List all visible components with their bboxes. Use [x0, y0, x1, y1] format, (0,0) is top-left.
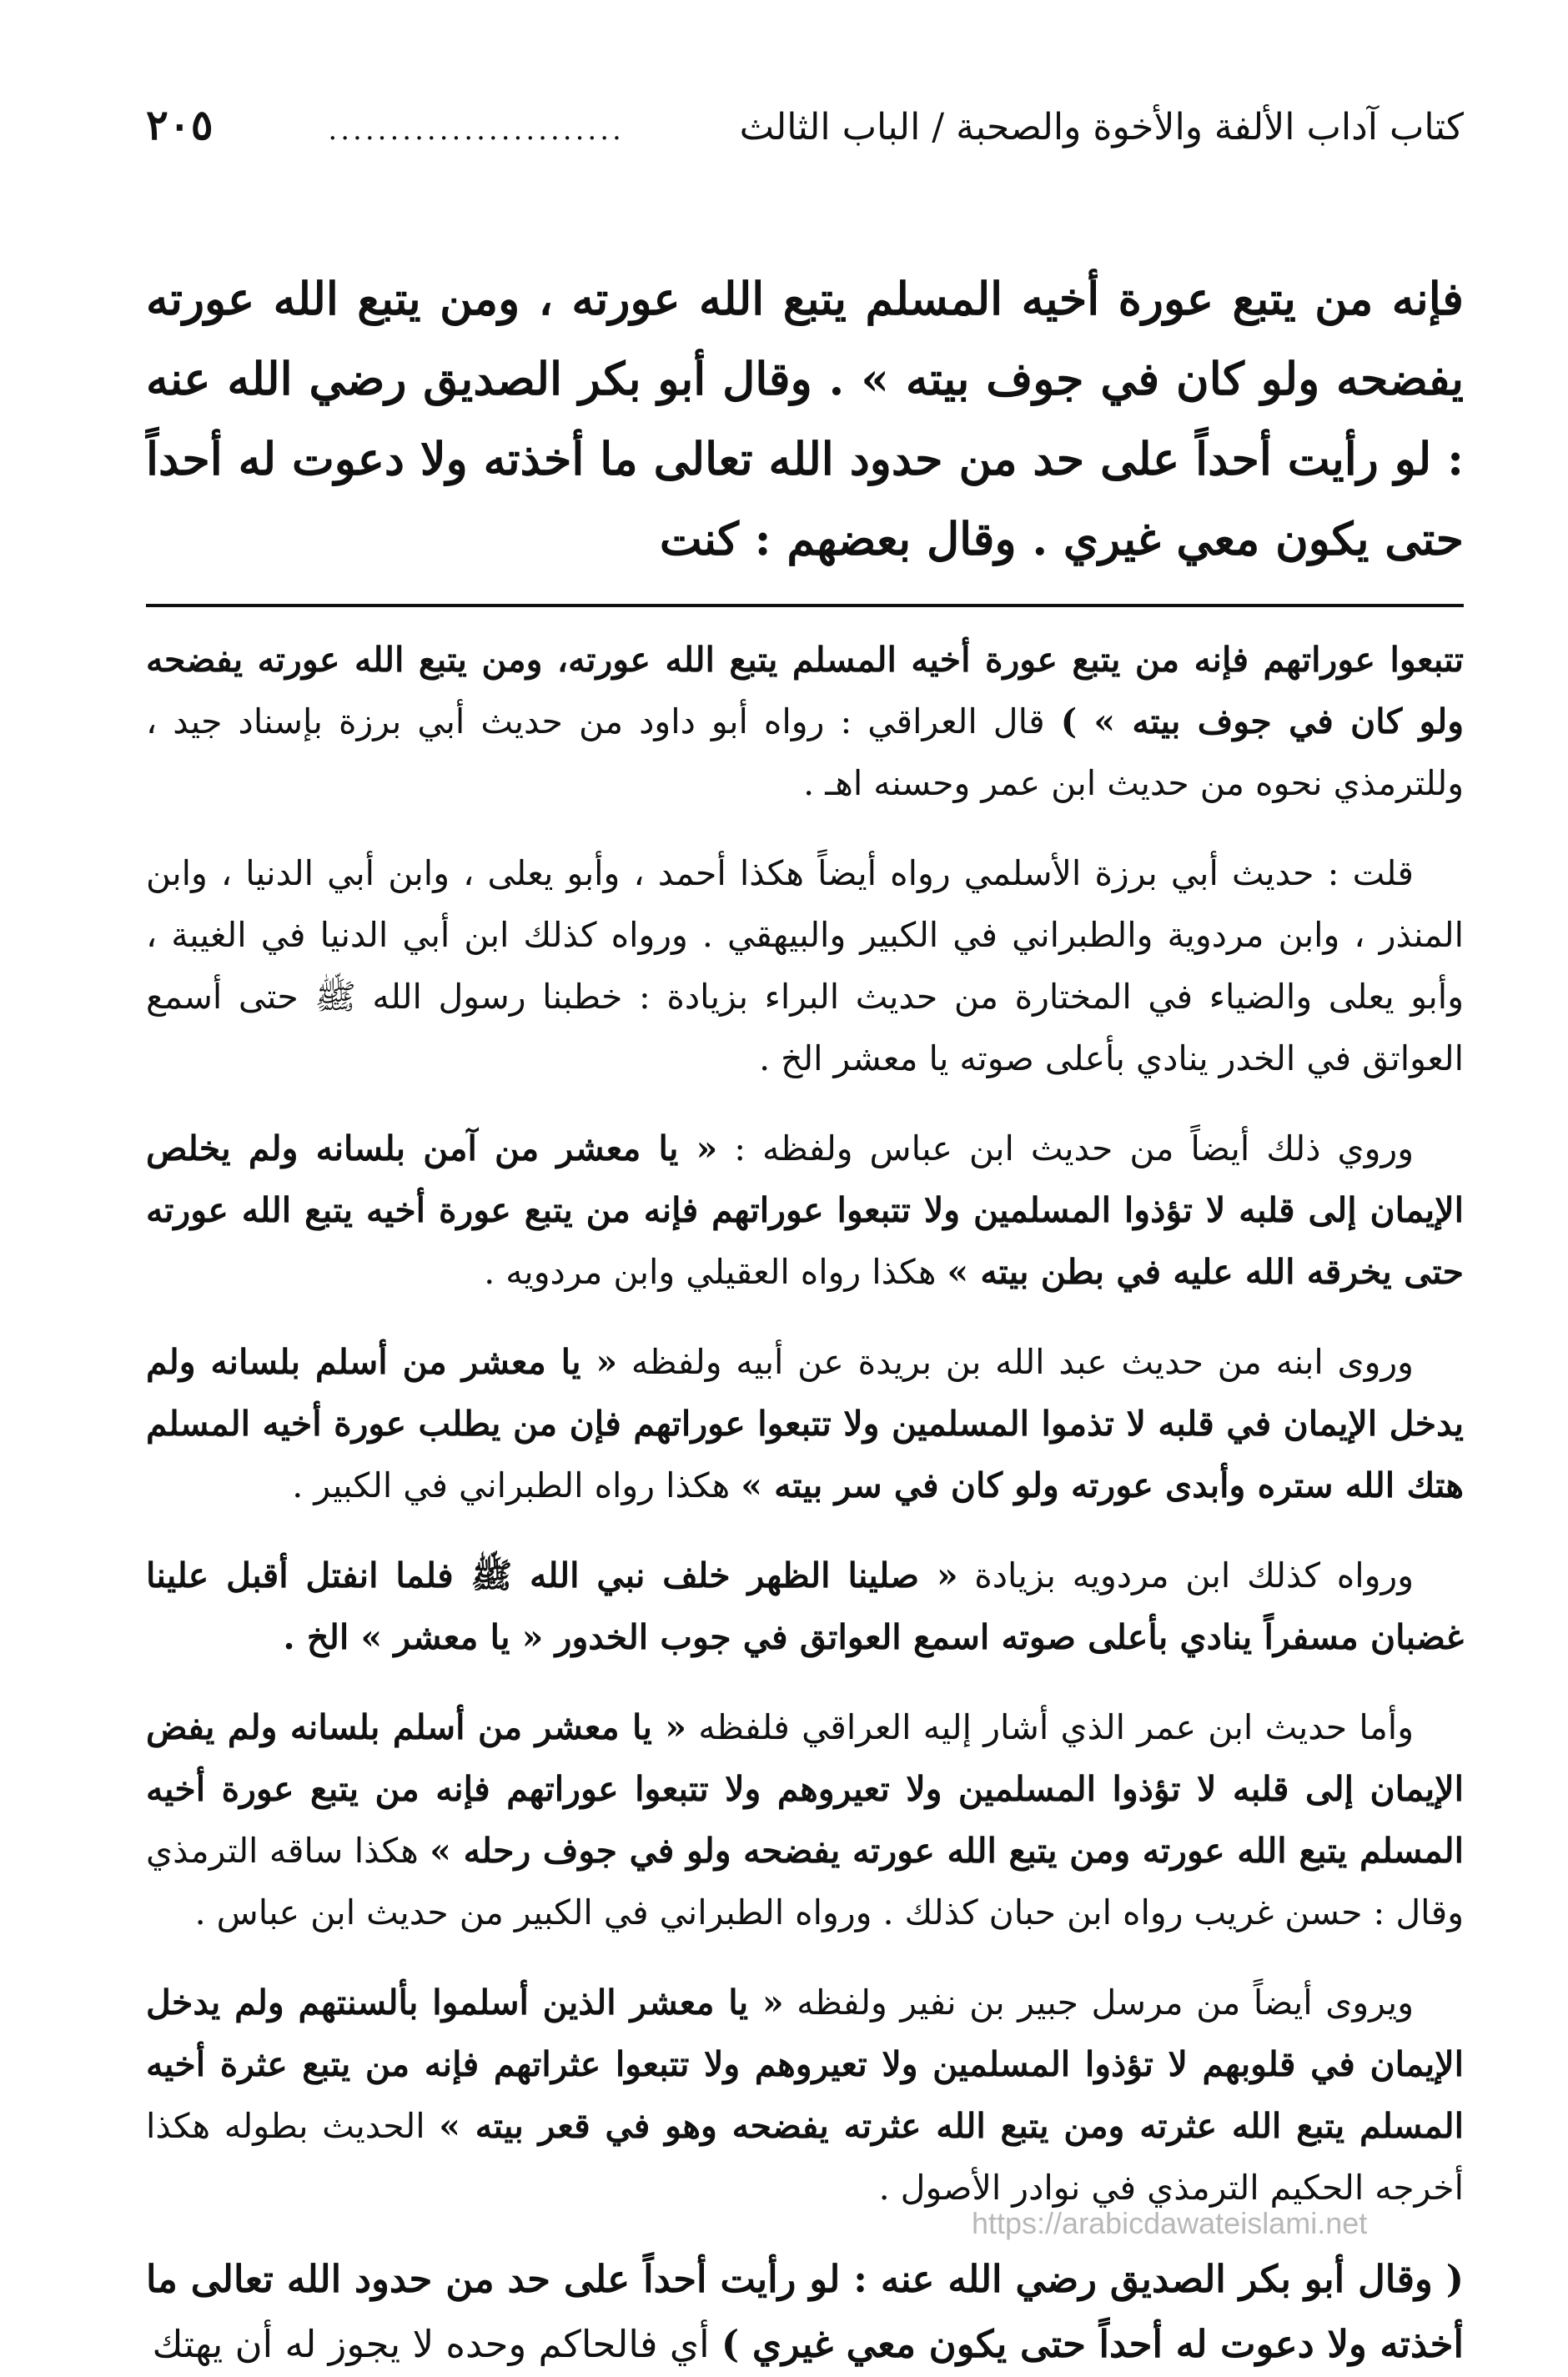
commentary-paragraph	[146, 1331, 1464, 1516]
commentary-paragraph	[146, 1696, 1464, 1943]
commentary-text: وأما حديث ابن عمر الذي أشار إليه العراقي فلفظه	[686, 1707, 1414, 1747]
commentary-text: ويروى أيضاً من مرسل جبير بن نفير ولفظه	[783, 1983, 1414, 2023]
final-paragraph	[146, 2247, 1464, 2377]
commentary-paragraph	[146, 1545, 1464, 1668]
main-text-quote-bold: ( وقال أبو بكر الصديق رضي الله عنه : لو رأيت أحداً على حد من حدود الله تعالى ما أخذته ولا دعوت له أحداً حتى يكون معي غيري )	[146, 2257, 1465, 2366]
commentary-text: الحديث بطوله هكذا أخرجه الحكيم الترمذي في نوادر الأصول .	[146, 2106, 1464, 2208]
header-dot-leader: ........................	[328, 113, 625, 147]
commentary-text: أي فالحاكم وحده لا يجوز له أن يهتك	[152, 2322, 721, 2366]
commentary-text: هكذا رواه الطبراني في الكبير .	[292, 1465, 741, 1505]
hadith-quote-bold: « يا معشر من أسلم بلسانه ولم يفض الإيمان إلى قلبه لا تؤذوا المسلمين ولا تعيروهم ولا تتبعوا عوراتهم فإنه من يتبع عورة أخيه المسلم يتبع الله عورته ومن يتبع الله عورته يفضحه ولو في جوف رحله »	[146, 1707, 1465, 1871]
hadith-quote-bold: « يا معشر الذين أسلموا بألسنتهم ولم يدخل الإيمان في قلوبهم لا تؤذوا المسلمين ولا تعيروهم ولا تتبعوا عثراتهم فإنه من يتبع عثرة أخيه المسلم يتبع الله عثرته ومن يتبع الله عثرته يفضحه وهو في قعر بيته »	[146, 1983, 1465, 2146]
commentary-text: ورواه كذلك ابن مردويه بزيادة	[957, 1555, 1414, 1596]
commentary-paragraph	[146, 1972, 1464, 2219]
commentary-paragraph	[146, 842, 1464, 1089]
commentary	[146, 629, 1464, 2219]
commentary-text: هكذا ساقه الترمذي وقال : حسن غريب رواه ابن حبان كذلك . ورواه الطبراني في الكبير من حديث ابن عباس .	[146, 1831, 1464, 1932]
commentary-paragraph	[146, 1118, 1464, 1303]
hadith-quote-bold: « يا معشر من أسلم بلسانه ولم يدخل الإيمان في قلبه لا تذموا المسلمين ولا تتبعوا عوراتهم فإن من يطلب عورة أخيه المسلم هتك الله ستره وأبدى عورته ولو كان في سر بيته »	[146, 1342, 1464, 1505]
hadith-quote-bold: تتبعوا عوراتهم فإنه من يتبع عورة أخيه المسلم يتبع الله عورته، ومن يتبع الله عورته يفضحه ولو كان في جوف بيته » )	[146, 640, 1464, 741]
hadith-quote-bold: « صلينا الظهر خلف نبي الله ﷺ فلما انفتل أقبل علينا غضبان مسفراً ينادي بأعلى صوته اسمع العواتق في جوب الخدور « يا معشر » الخ .	[146, 1555, 1464, 1657]
commentary-text: وروي ذلك أيضاً من حديث ابن عباس ولفظه :	[717, 1128, 1414, 1168]
hadith-quote-bold: « يا معشر من آمن بلسانه ولم يخلص الإيمان إلى قلبه لا تؤذوا المسلمين ولا تتبعوا عوراتهم فإنه من يتبع عورة أخيه يتبع الله عورته حتى يخرقه الله عليه في بطن بيته »	[146, 1128, 1464, 1292]
commentary-text: قال العراقي : رواه أبو داود من حديث أبي برزة بإسناد جيد ، وللترمذي نحوه من حديث ابن عمر وحسنه اهـ .	[146, 701, 1464, 803]
commentary-text: وروى ابنه من حديث عبد الله بن بريدة عن أبيه ولفظه	[617, 1342, 1414, 1382]
divider-rule	[146, 604, 1464, 607]
header-title: كتاب آداب الألفة والأخوة والصحبة / الباب الثالث	[739, 106, 1464, 148]
book-page	[146, 100, 1464, 2377]
watermark-url: https://arabicdawateislami.net	[972, 2206, 1368, 2240]
commentary-text: هكذا رواه العقيلي وابن مردويه .	[484, 1252, 947, 1292]
running-header	[146, 100, 1464, 167]
commentary-paragraph	[146, 629, 1464, 814]
commentary-text: قلت : حديث أبي برزة الأسلمي رواه أيضاً هكذا أحمد ، وأبو يعلى ، وابن أبي الدنيا ، وابن المنذر ، وابن مردوية والطبراني في الكبير والبيهقي . ورواه كذلك ابن أبي الدنيا في الغيبة ، وأبو يعلى والضياء في المختارة من حديث البراء بزيادة : خطبنا رسول الله ﷺ حتى أسمع العواتق في الخدر ينادي بأعلى صوته يا معشر الخ .	[146, 853, 1464, 1078]
main-text: فإنه من يتبع عورة أخيه المسلم يتبع الله عورته ، ومن يتبع الله عورته يفضحه ولو كان في جوف بيته » . وقال أبو بكر الصديق رضي الله عنه : لو رأيت أحداً على حد من حدود الله تعالى ما أخذته ولا دعوت له أحداً حتى يكون معي غيري . وقال بعضهم : كنت	[146, 272, 1465, 565]
page-number: ٢٠٥	[146, 100, 214, 149]
